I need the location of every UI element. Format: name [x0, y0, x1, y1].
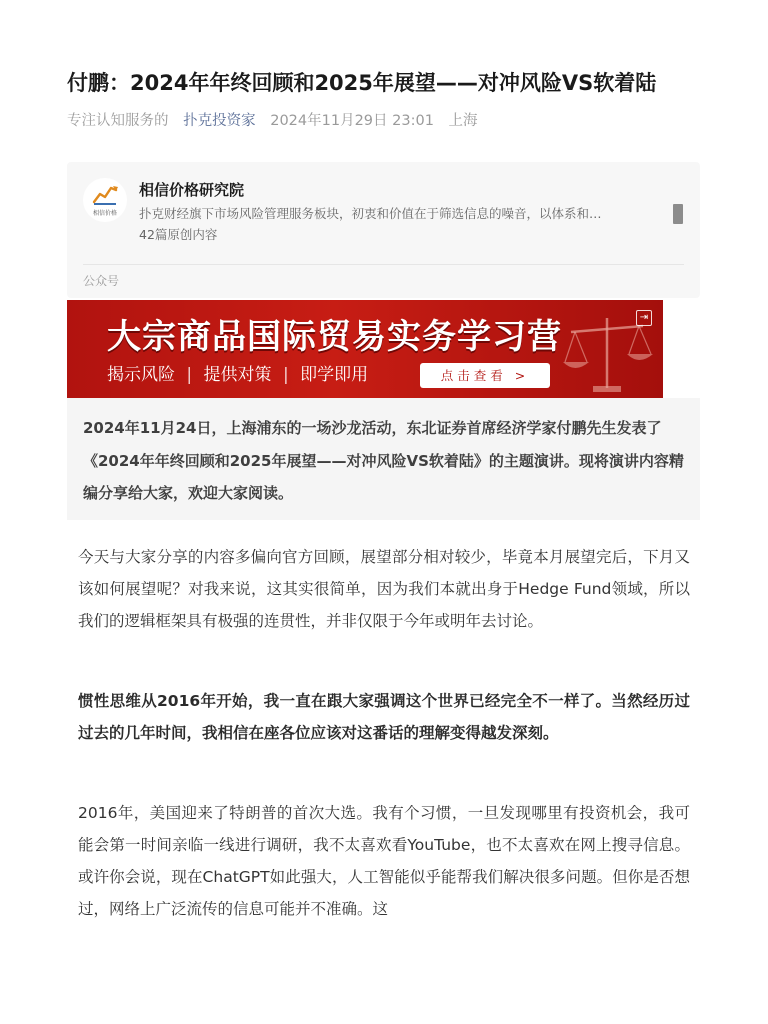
card-divider — [83, 264, 684, 265]
banner-separator: | — [282, 365, 289, 385]
author-link[interactable]: 扑克投资家 — [183, 113, 256, 129]
scroll-indicator — [673, 204, 683, 224]
banner-title: 大宗商品国际贸易实务学习营 — [107, 317, 562, 357]
avatar-label: 相信价格 — [92, 210, 117, 217]
banner-separator: | — [186, 365, 193, 385]
account-name[interactable]: 相信价格研究院 — [139, 181, 245, 199]
ad-marker-icon[interactable]: ⇥ — [636, 310, 652, 326]
publish-datetime: 2024年11月29日 23:01 — [270, 113, 434, 129]
article-intro: 2024年11月24日，上海浦东的一场沙龙活动，东北证券首席经济学家付鹏先生发表了《2024年年终回顾和2025年展望——对冲风险VS软着陆》的主题演讲。现将演讲内容精编分享给大家，欢迎大家阅读。 — [67, 398, 700, 520]
meta-tag: 专注认知服务的 — [67, 113, 169, 129]
banner-sub-item: 即学即用 — [300, 365, 369, 385]
publish-location: 上海 — [448, 113, 478, 129]
account-article-count: 42篇原创内容 — [139, 227, 218, 242]
account-avatar[interactable] — [83, 178, 127, 222]
account-description: 扑克财经旗下市场风险管理服务板块，初衷和价值在于筛选信息的噪音，以体系和… — [139, 206, 602, 221]
banner-view-button[interactable]: 点击查看 > — [420, 363, 550, 388]
banner-sub-item: 揭示风险 — [107, 365, 175, 385]
account-card[interactable] — [67, 162, 700, 298]
ad-banner[interactable] — [67, 300, 663, 400]
price-chart-icon — [83, 178, 127, 210]
body-paragraph-bold: 惯性思维从2016年开始，我一直在跟大家强调这个世界已经完全不一样了。当然经历过过去的几年时间，我相信在座各位应该对这番话的理解变得越发深刻。 — [78, 692, 690, 742]
banner-sub-item: 提供对策 — [203, 365, 272, 385]
body-paragraph: 2016年，美国迎来了特朗普的首次大选。我有个习惯，一旦发现哪里有投资机会，我可能会第一时间亲临一线进行调研，我不太喜欢看YouTube，也不太喜欢在网上搜寻信息。或许你会说，现在ChatGPT如此强大，人工智能似乎能帮我们解决很多问题。但你是否想过，网络上广泛流传的信息可能并不准确。这 — [78, 804, 690, 918]
account-type-label: 公众号 — [83, 274, 120, 288]
article-title: 付鹏：2024年年终回顾和2025年展望——对冲风险VS软着陆 — [67, 71, 657, 95]
banner-subtitle — [107, 363, 368, 387]
body-paragraph: 今天与大家分享的内容多偏向官方回顾，展望部分相对较少，毕竟本月展望完后，下月又该如何展望呢？对我来说，这其实很简单，因为我们本就出身于Hedge Fund领域，所以我们的逻辑框架具有极强的连贯性，并非仅限于今年或明年去讨论。 — [78, 548, 690, 630]
article-meta — [67, 110, 488, 132]
